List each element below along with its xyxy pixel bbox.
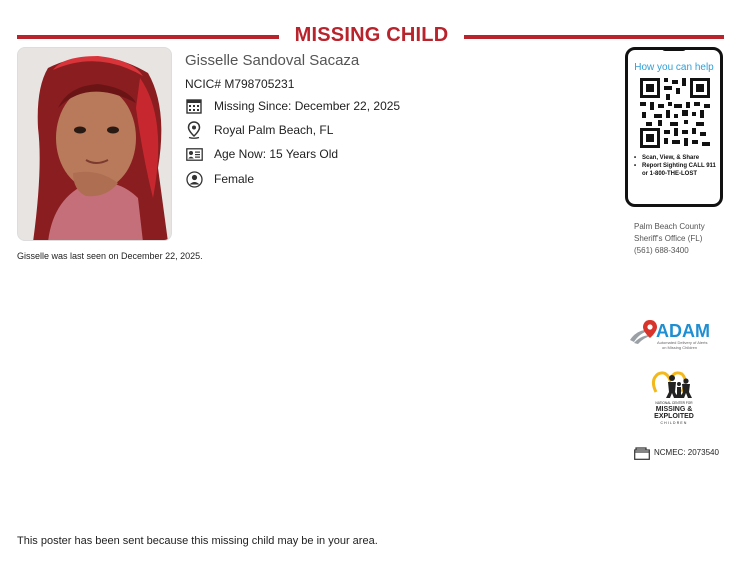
ncmec-logo: [648, 368, 700, 428]
adam-wordmark: ADAM: [656, 321, 710, 341]
map-pin-icon: [185, 121, 203, 139]
child-photo: [17, 47, 172, 241]
location: Royal Palm Beach, FL: [214, 123, 334, 137]
footer-note: This poster has been sent because this missing child may be in your area.: [17, 535, 378, 547]
location-row: [185, 121, 334, 139]
help-card: [625, 47, 723, 207]
agency-name-line1: Palm Beach County: [634, 222, 705, 231]
age-row: [185, 145, 339, 163]
last-seen-text: Gisselle was last seen on December 22, 2025.: [17, 251, 203, 261]
help-list: [632, 154, 720, 178]
adam-logo: [628, 318, 720, 354]
header-rule-right: [464, 35, 724, 39]
missing-since: Missing Since: December 22, 2025: [214, 99, 401, 113]
id-card-icon: [185, 145, 203, 163]
age-now: Age Now: 15 Years Old: [214, 147, 339, 161]
ncic-number: NCIC# M798705231: [185, 77, 295, 91]
poster-title: MISSING CHILD: [294, 24, 449, 46]
phone-notch: [662, 47, 686, 51]
calendar-icon: [185, 97, 203, 115]
gender-row: [185, 170, 255, 188]
ncmec-line3: EXPLOITED: [654, 413, 694, 420]
help-item-report: • Report Sighting CALL 911 or 1-800-THE-LOST: [632, 162, 720, 178]
folder-icon: [634, 447, 650, 460]
missing-since-row: [185, 97, 401, 115]
header-rule-left: [17, 35, 279, 39]
ncmec-line4: CHILDREN: [660, 421, 688, 425]
child-name: Gisselle Sandoval Sacaza: [185, 52, 360, 69]
qr-code[interactable]: [640, 78, 710, 148]
ncmec-line2: MISSING &: [655, 406, 693, 413]
adam-tagline-line1: Automated Delivery of Alerts: [657, 340, 708, 345]
help-heading: How you can help: [634, 62, 714, 73]
gender: Female: [214, 172, 255, 186]
agency-name-line2: Sheriff's Office (FL): [634, 234, 703, 243]
ncmec-number: NCMEC: 2073540: [654, 448, 719, 457]
adam-tagline-line2: on Missing Children: [662, 345, 698, 350]
agency-phone[interactable]: (561) 688-3400: [634, 246, 689, 255]
person-icon: [185, 170, 203, 188]
ncmec-line1: NATIONAL CENTER FOR: [655, 401, 693, 405]
help-item-share: • Scan, View, & Share: [632, 154, 720, 162]
